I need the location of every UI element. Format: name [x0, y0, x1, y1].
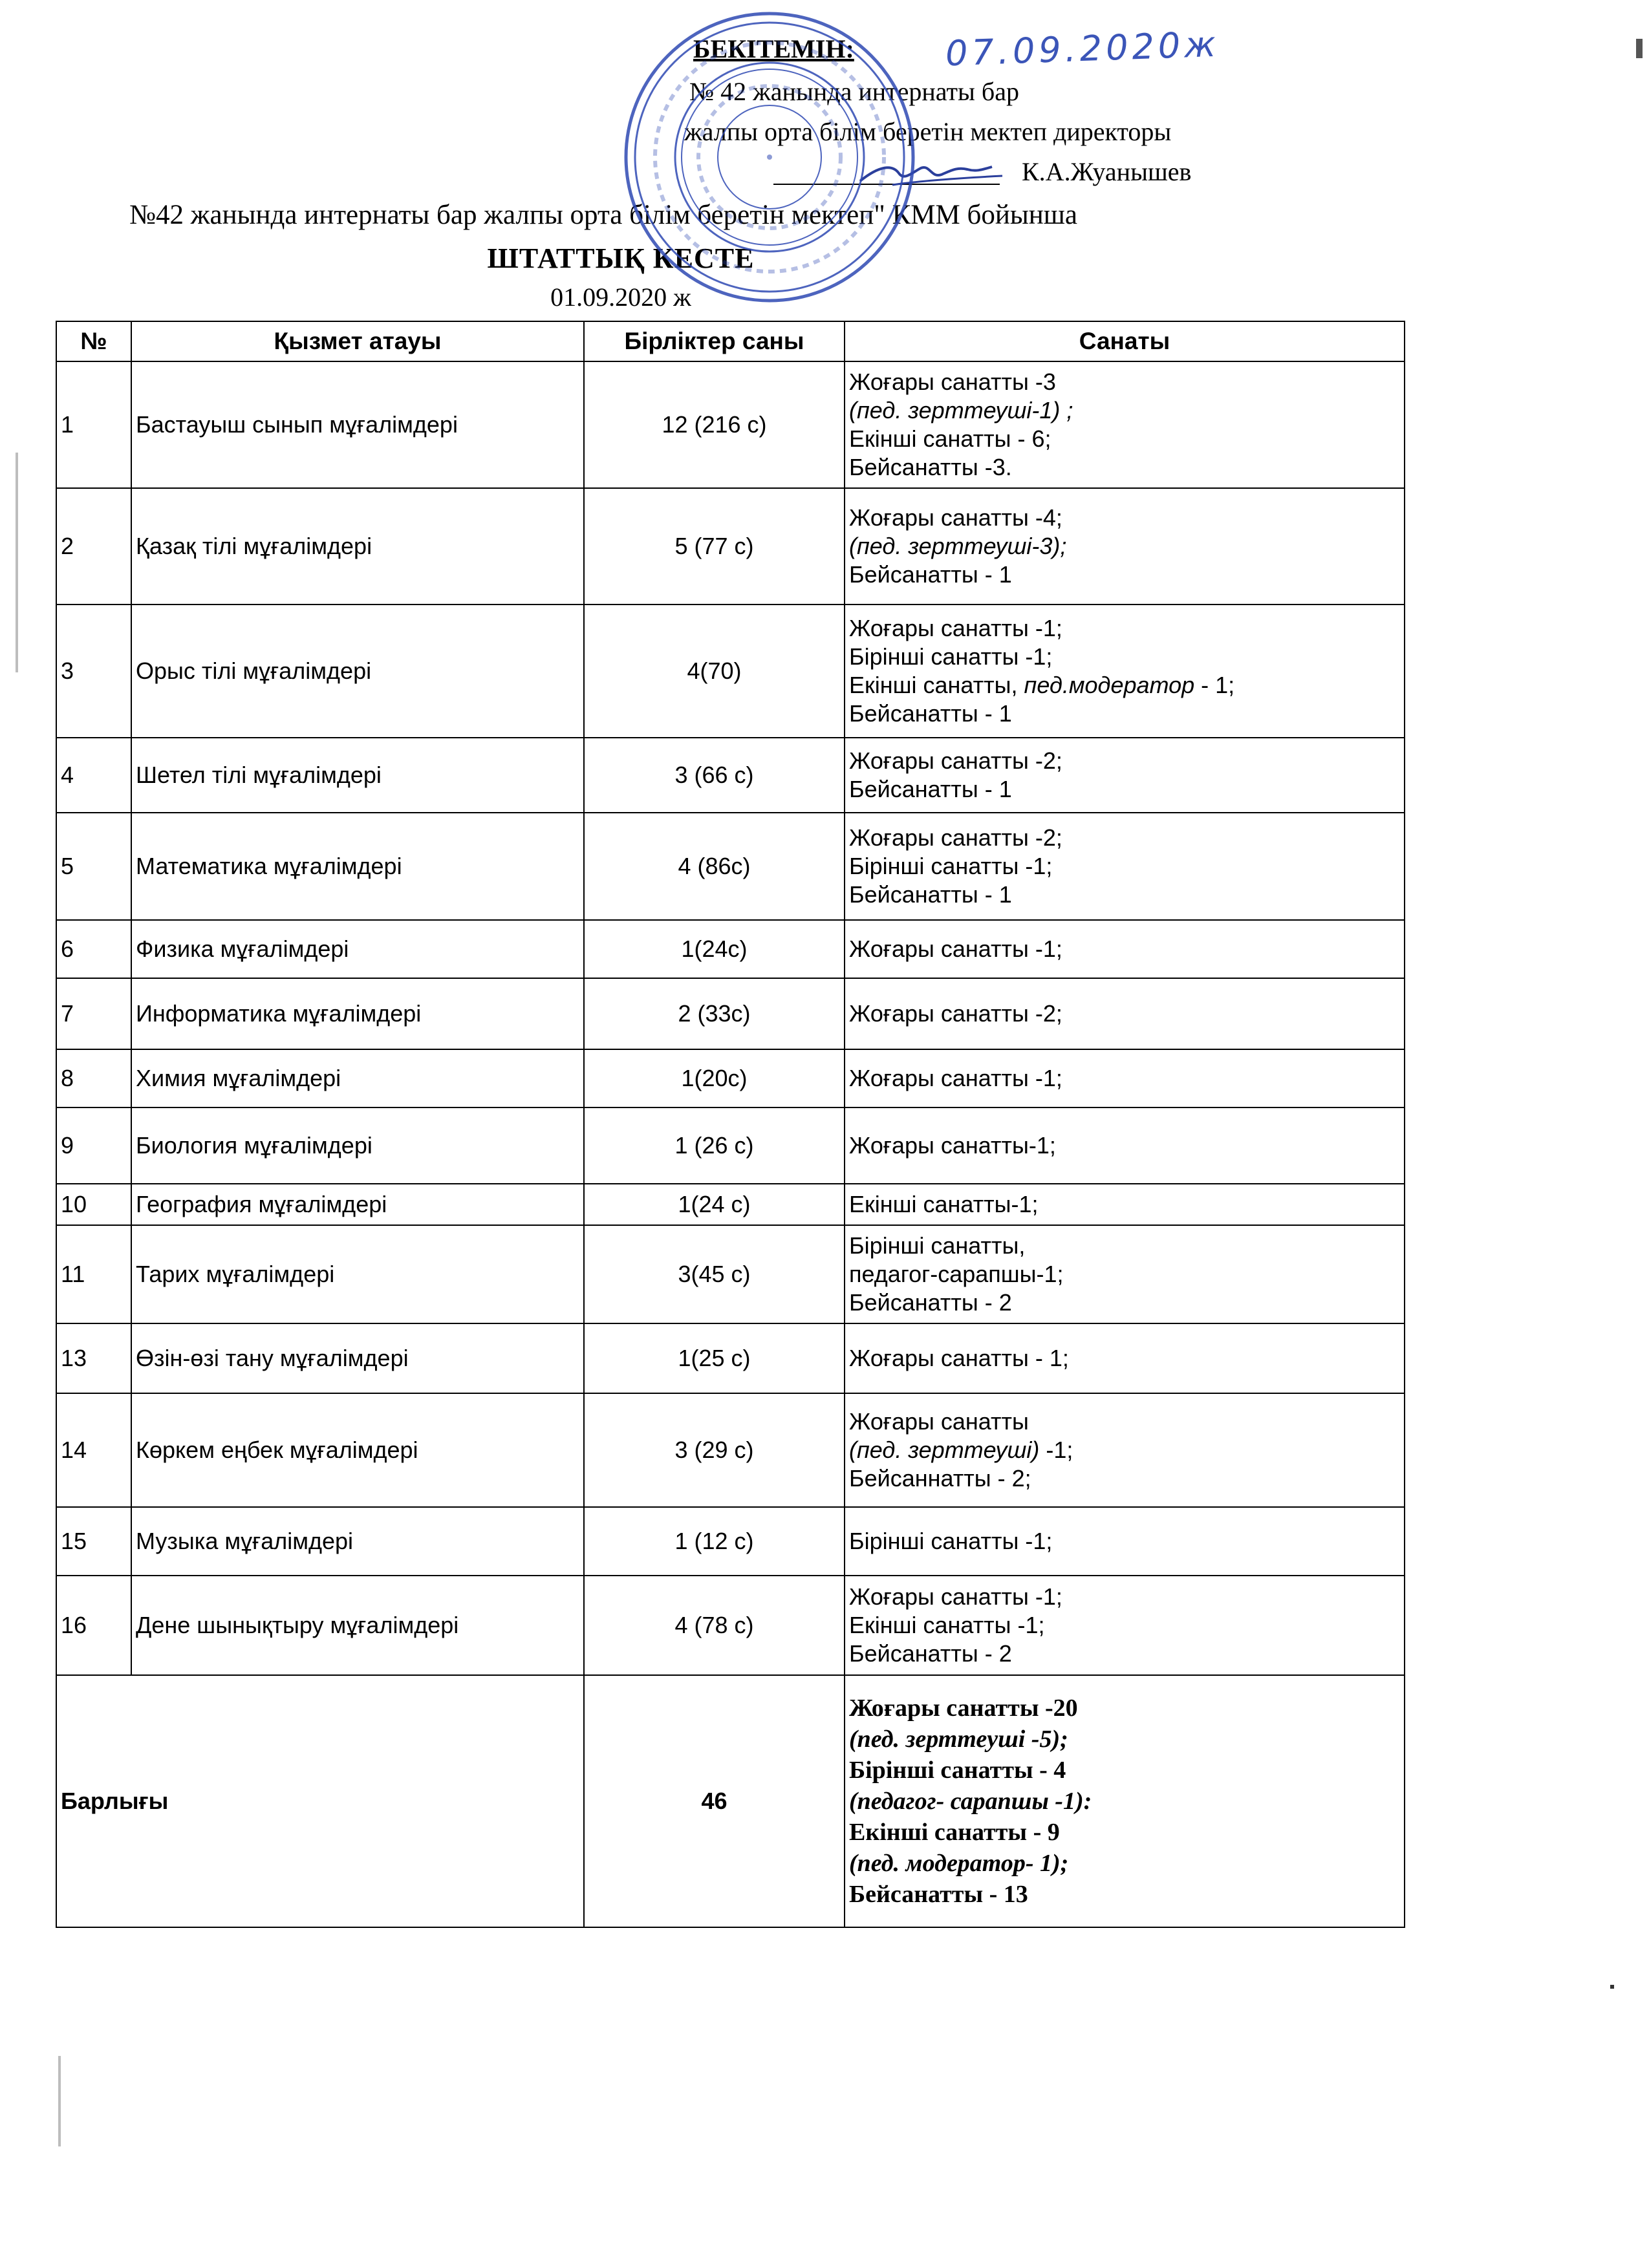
- category-text: Бейсанатты - 1: [849, 776, 1012, 802]
- signature-icon: [854, 153, 1022, 191]
- row-category: [845, 1184, 1405, 1225]
- approval-title: БЕКІТЕМІН:: [693, 34, 854, 63]
- row-units: 1(25 с): [584, 1323, 845, 1393]
- row-units: 4 (86с): [584, 813, 845, 920]
- category-line: [849, 1724, 1400, 1755]
- category-line: [849, 700, 1400, 728]
- category-line: [849, 1131, 1400, 1160]
- category-line: [849, 935, 1400, 963]
- table-row: [56, 604, 1405, 738]
- table-row: [56, 738, 1405, 813]
- row-position: Дене шынықтыру мұғалімдері: [131, 1576, 584, 1675]
- table-body: [56, 361, 1405, 1927]
- category-line: [849, 1260, 1400, 1289]
- category-text: Бейсанатты - 1: [849, 881, 1012, 908]
- category-text: Бірінші санатты,: [849, 1232, 1026, 1259]
- row-category: [845, 738, 1405, 813]
- row-number: 3: [56, 604, 131, 738]
- category-line: [849, 1436, 1400, 1464]
- row-category: [845, 813, 1405, 920]
- category-count: - 1;: [1194, 672, 1235, 698]
- category-line: [849, 1464, 1400, 1493]
- row-number: 5: [56, 813, 131, 920]
- document-title: ШТАТТЫҚ КЕСТЕ: [487, 242, 755, 274]
- category-line: [849, 1879, 1400, 1910]
- table-row: [56, 1507, 1405, 1576]
- approver-position-line1: № 42 жанында интернаты бар: [689, 77, 1019, 106]
- category-text: Жоғары санатты -2;: [849, 747, 1062, 774]
- row-position: Көркем еңбек мұғалімдері: [131, 1393, 584, 1507]
- table-row: [56, 978, 1405, 1049]
- total-category: [845, 1675, 1405, 1927]
- category-line: [849, 396, 1400, 425]
- scan-artifact: [1610, 1985, 1614, 1989]
- category-text: Жоғары санатты: [849, 1408, 1029, 1435]
- row-number: 4: [56, 738, 131, 813]
- scan-artifact: [1636, 39, 1643, 58]
- category-text: Жоғары санатты-1;: [849, 1132, 1056, 1159]
- row-category: [845, 361, 1405, 488]
- row-category: [845, 488, 1405, 604]
- category-text: Бейсанатты -3.: [849, 454, 1012, 480]
- director-name: К.А.Жуанышев: [1022, 157, 1192, 186]
- row-position: Тарих мұғалімдері: [131, 1225, 584, 1323]
- row-category: [845, 1107, 1405, 1184]
- category-text: педагог-сарапшы-1;: [849, 1261, 1064, 1287]
- row-position: Химия мұғалімдері: [131, 1049, 584, 1107]
- category-line: [849, 852, 1400, 881]
- category-text: Жоғары санатты -4;: [849, 504, 1062, 531]
- category-line: [849, 643, 1400, 671]
- category-text: (пед. зерттеуші-1) ;: [849, 397, 1073, 423]
- category-text: Жоғары санатты -3: [849, 369, 1056, 395]
- category-line: [849, 775, 1400, 804]
- row-number: 9: [56, 1107, 131, 1184]
- header-position: Қызмет атауы: [131, 321, 584, 361]
- row-category: [845, 1576, 1405, 1675]
- row-units: 1 (12 с): [584, 1507, 845, 1576]
- handwritten-date: 07.09.2020ж: [945, 23, 1220, 74]
- table-row: [56, 1225, 1405, 1323]
- table-row: [56, 1107, 1405, 1184]
- row-position: Орыс тілі мұғалімдері: [131, 604, 584, 738]
- row-units: 3 (66 с): [584, 738, 845, 813]
- table-row: [56, 920, 1405, 978]
- category-text: Бейсанатты - 2: [849, 1640, 1012, 1667]
- category-text: Екінші санатты-1;: [849, 1191, 1039, 1217]
- category-line: [849, 1407, 1400, 1436]
- table-row: [56, 1184, 1405, 1225]
- header-category: Санаты: [845, 321, 1405, 361]
- category-text: (пед. зерттеуші): [849, 1437, 1040, 1463]
- category-line: [849, 1527, 1400, 1556]
- row-position: Шетел тілі мұғалімдері: [131, 738, 584, 813]
- category-line: [849, 881, 1400, 909]
- scan-artifact: [58, 2056, 61, 2146]
- category-line: [849, 1848, 1400, 1879]
- category-text: Бірінші санатты -1;: [849, 853, 1053, 879]
- row-position: Өзін-өзі тану мұғалімдері: [131, 1323, 584, 1393]
- row-units: 4(70): [584, 604, 845, 738]
- row-category: [845, 1507, 1405, 1576]
- row-category: [845, 1393, 1405, 1507]
- row-position: Музыка мұғалімдері: [131, 1507, 584, 1576]
- table-row: [56, 1393, 1405, 1507]
- category-line: [849, 504, 1400, 532]
- row-number: 11: [56, 1225, 131, 1323]
- category-text: Бейсанатты - 1: [849, 700, 1012, 727]
- row-number: 1: [56, 361, 131, 488]
- approver-position-line2: жалпы орта білім беретін мектеп директоры: [684, 117, 1172, 146]
- category-text: Бейсанатты - 2: [849, 1289, 1012, 1316]
- category-text: Жоғары санатты -20: [849, 1695, 1078, 1722]
- category-text: Екінші санатты - 6;: [849, 425, 1051, 452]
- category-line: [849, 1232, 1400, 1260]
- total-row: [56, 1675, 1405, 1927]
- row-units: 1(24с): [584, 920, 845, 978]
- row-category: [845, 1049, 1405, 1107]
- row-position: Математика мұғалімдері: [131, 813, 584, 920]
- category-text: (пед. зерттеуші -5);: [849, 1726, 1068, 1753]
- scan-artifact: [16, 453, 18, 672]
- category-line: [849, 1693, 1400, 1724]
- table-row: [56, 813, 1405, 920]
- category-text: Бірінші санатты - 4: [849, 1757, 1066, 1784]
- category-role: пед.модератор: [1024, 672, 1195, 698]
- category-text: Бірінші санатты -1;: [849, 1528, 1053, 1554]
- row-position: Информатика мұғалімдері: [131, 978, 584, 1049]
- category-line: [849, 1000, 1400, 1028]
- table-header-row: [56, 321, 1405, 361]
- row-units: 12 (216 с): [584, 361, 845, 488]
- category-text: Жоғары санатты -1;: [849, 615, 1062, 641]
- row-number: 10: [56, 1184, 131, 1225]
- header-units: Бірліктер саны: [584, 321, 845, 361]
- row-number: 6: [56, 920, 131, 978]
- row-position: Қазақ тілі мұғалімдері: [131, 488, 584, 604]
- row-units: 1(20с): [584, 1049, 845, 1107]
- table-row: [56, 1049, 1405, 1107]
- category-line: [849, 1817, 1400, 1848]
- category-line: [849, 561, 1400, 589]
- category-line: [849, 1786, 1400, 1817]
- header-number: №: [56, 321, 131, 361]
- category-line: [849, 368, 1400, 396]
- category-line: [849, 1755, 1400, 1786]
- category-text: (педагог- сарапшы -1):: [849, 1788, 1092, 1815]
- category-text: Бейсаннатты - 2;: [849, 1465, 1031, 1492]
- row-units: 3 (29 с): [584, 1393, 845, 1507]
- category-line: [849, 747, 1400, 775]
- category-text: Екінші санатты,: [849, 672, 1024, 698]
- category-line: [849, 824, 1400, 852]
- category-text: Жоғары санатты -2;: [849, 1000, 1062, 1027]
- row-position: Физика мұғалімдері: [131, 920, 584, 978]
- category-count: -1;: [1039, 1437, 1073, 1463]
- row-category: [845, 920, 1405, 978]
- row-category: [845, 1323, 1405, 1393]
- row-number: 13: [56, 1323, 131, 1393]
- category-text: Жоғары санатты -1;: [849, 1583, 1062, 1610]
- row-units: 3(45 с): [584, 1225, 845, 1323]
- category-line: [849, 1611, 1400, 1640]
- staff-table: [56, 321, 1405, 1928]
- row-number: 2: [56, 488, 131, 604]
- total-units: 46: [584, 1675, 845, 1927]
- category-text: Екінші санатты - 9: [849, 1819, 1060, 1846]
- category-text: Жоғары санатты -2;: [849, 824, 1062, 851]
- row-category: [845, 1225, 1405, 1323]
- row-position: Биология мұғалімдері: [131, 1107, 584, 1184]
- row-number: 16: [56, 1576, 131, 1675]
- category-line: [849, 1289, 1400, 1317]
- table-row: [56, 488, 1405, 604]
- category-text: Бейсанатты - 13: [849, 1881, 1028, 1908]
- category-line: [849, 1190, 1400, 1219]
- row-number: 15: [56, 1507, 131, 1576]
- table-row: [56, 1576, 1405, 1675]
- row-units: 1(24 с): [584, 1184, 845, 1225]
- row-units: 2 (33с): [584, 978, 845, 1049]
- table-row: [56, 361, 1405, 488]
- category-line: [849, 453, 1400, 482]
- total-label: Барлығы: [56, 1675, 584, 1927]
- category-line: [849, 1583, 1400, 1611]
- category-text: (пед. зерттеуші-3);: [849, 533, 1067, 559]
- category-text: (пед. модератор- 1);: [849, 1850, 1069, 1877]
- category-line: [849, 1064, 1400, 1093]
- category-text: Жоғары санатты -1;: [849, 1065, 1062, 1091]
- category-line: [849, 532, 1400, 561]
- category-line: [849, 1344, 1400, 1373]
- category-text: Бірінші санатты -1;: [849, 643, 1053, 670]
- category-line: [849, 1640, 1400, 1668]
- category-line: [849, 671, 1400, 700]
- row-number: 8: [56, 1049, 131, 1107]
- row-number: 7: [56, 978, 131, 1049]
- organization-line: №42 жанында интернаты бар жалпы орта білім беретін мектеп" КММ бойынша: [129, 200, 1077, 230]
- row-position: География мұғалімдері: [131, 1184, 584, 1225]
- category-text: Бейсанатты - 1: [849, 561, 1012, 588]
- category-text: Екінші санатты -1;: [849, 1612, 1045, 1638]
- category-line: [849, 425, 1400, 453]
- row-units: 4 (78 с): [584, 1576, 845, 1675]
- row-position: Бастауыш сынып мұғалімдері: [131, 361, 584, 488]
- row-units: 5 (77 с): [584, 488, 845, 604]
- category-text: Жоғары санатты - 1;: [849, 1345, 1069, 1371]
- row-units: 1 (26 с): [584, 1107, 845, 1184]
- table-row: [56, 1323, 1405, 1393]
- category-text: Жоғары санатты -1;: [849, 936, 1062, 962]
- document-date: 01.09.2020 ж: [550, 283, 691, 312]
- row-category: [845, 978, 1405, 1049]
- category-line: [849, 614, 1400, 643]
- row-number: 14: [56, 1393, 131, 1507]
- row-category: [845, 604, 1405, 738]
